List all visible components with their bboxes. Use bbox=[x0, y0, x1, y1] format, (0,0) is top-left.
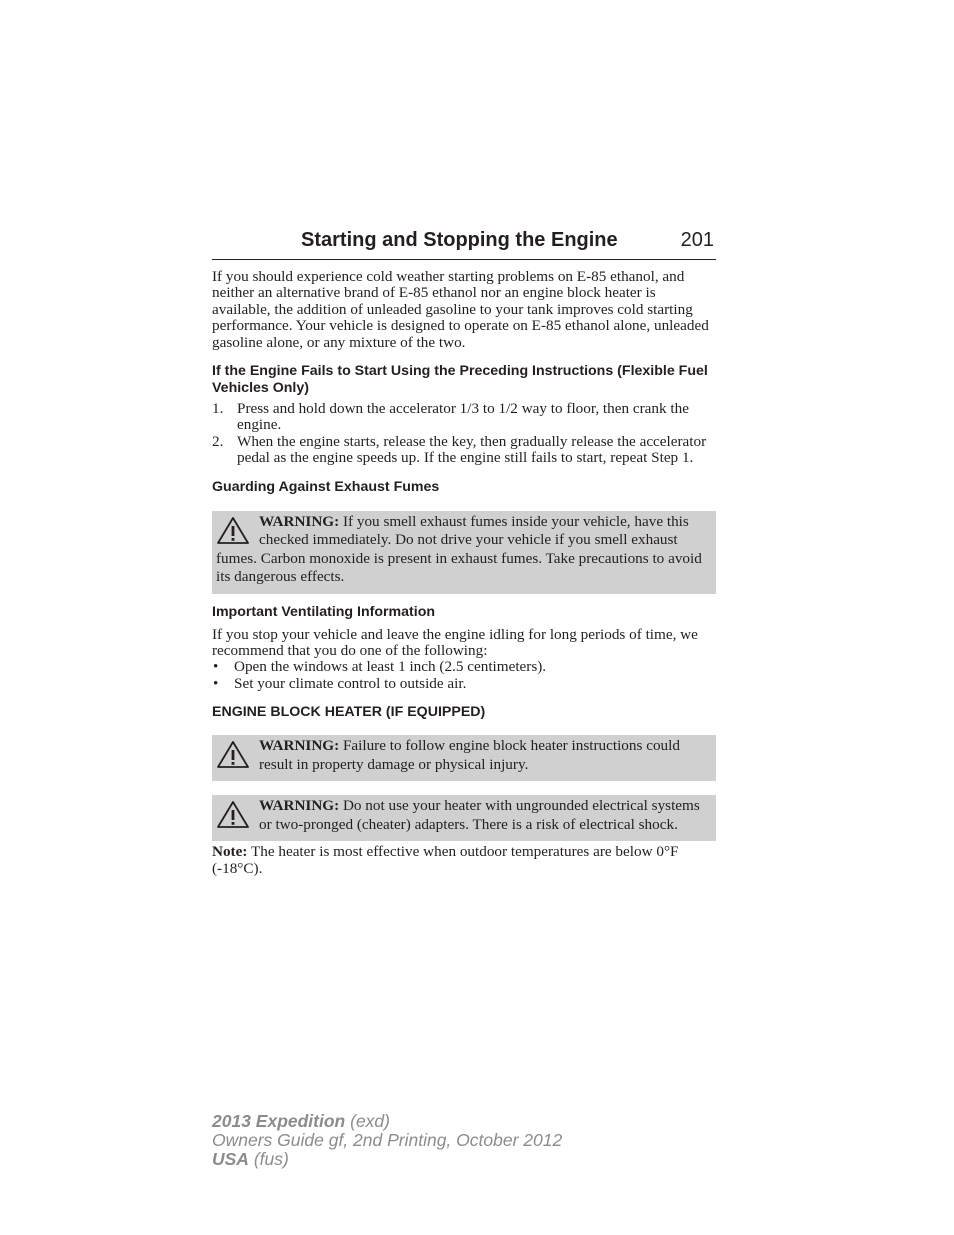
step-item bbox=[212, 434, 716, 467]
bullet-dot: • bbox=[213, 674, 219, 692]
bullet-dot: • bbox=[213, 658, 219, 676]
warning-triangle-icon bbox=[216, 516, 250, 546]
footer-line-2: Owners Guide gf, 2nd Printing, October 2012 bbox=[212, 1130, 563, 1150]
footer-market-code: (fus) bbox=[248, 1149, 289, 1169]
page-title: Starting and Stopping the Engine bbox=[301, 229, 618, 251]
page-footer bbox=[212, 1112, 562, 1169]
heater-warning-box-2 bbox=[212, 795, 716, 841]
step-number: 1. bbox=[212, 400, 224, 418]
heater-warning-box-1 bbox=[212, 735, 716, 781]
note-label: Note: bbox=[212, 843, 248, 861]
step-text: When the engine starts, release the key, then gradually release the accelerator pedal as the engine speeds up. If the engine still fails to start, repeat Step 1. bbox=[237, 432, 707, 467]
bullet-text: Open the windows at least 1 inch (2.5 centimeters). bbox=[234, 658, 547, 676]
warning-paragraph bbox=[216, 513, 712, 587]
ventilating-list bbox=[212, 659, 716, 692]
warning-paragraph bbox=[216, 737, 712, 774]
warning-label: WARNING: bbox=[259, 797, 340, 815]
ventilating-paragraph: If you stop your vehicle and leave the engine idling for long periods of time, we recommend that you do one of the following: bbox=[212, 625, 698, 660]
ventilating-heading: Important Ventilating Information bbox=[212, 603, 436, 620]
steps-list bbox=[212, 401, 716, 467]
footer-model: 2013 Expedition bbox=[212, 1111, 346, 1131]
warning-label: WARNING: bbox=[259, 737, 340, 755]
step-item bbox=[212, 401, 716, 434]
step-number: 2. bbox=[212, 432, 224, 450]
footer-line-3 bbox=[212, 1150, 562, 1169]
page-header bbox=[212, 228, 716, 260]
footer-market: USA bbox=[212, 1149, 249, 1169]
warning-text: Do not use your heater with ungrounded electrical systems or two-pronged (cheater) adapters. There is a risk of electrical shock. bbox=[259, 797, 700, 833]
warning-triangle-icon bbox=[216, 740, 250, 770]
note-paragraph bbox=[212, 844, 716, 877]
step-text: Press and hold down the accelerator 1/3 to 1/2 way to floor, then crank the engine. bbox=[237, 400, 689, 434]
bullet-item bbox=[212, 659, 716, 675]
warning-text: Failure to follow engine block heater instructions could result in property damage or physical injury. bbox=[259, 737, 680, 773]
manual-page bbox=[212, 228, 716, 877]
engine-block-heater-heading: ENGINE BLOCK HEATER (IF EQUIPPED) bbox=[212, 704, 486, 721]
warning-triangle-icon bbox=[216, 800, 250, 830]
footer-line-1 bbox=[212, 1112, 562, 1131]
warning-label: WARNING: bbox=[259, 512, 340, 530]
page-number: 201 bbox=[680, 229, 714, 251]
footer-model-code: (exd) bbox=[345, 1111, 390, 1131]
bullet-item bbox=[212, 676, 716, 692]
fails-to-start-heading: If the Engine Fails to Start Using the Preceding Instructions (Flexible Fuel Vehicles Only) bbox=[212, 363, 708, 397]
warning-paragraph bbox=[216, 797, 712, 834]
exhaust-warning-box bbox=[212, 511, 716, 594]
exhaust-fumes-heading: Guarding Against Exhaust Fumes bbox=[212, 478, 440, 495]
note-text: The heater is most effective when outdoor temperatures are below 0°F (-18°C). bbox=[212, 843, 679, 877]
warning-text: If you smell exhaust fumes inside your vehicle, have this checked immediately. Do not drive your vehicle if you smell exhaust fumes. Carbon monoxide is present in exhaust fumes. Take precautions to avoid its dangerous effects. bbox=[216, 512, 702, 586]
bullet-text: Set your climate control to outside air. bbox=[234, 674, 467, 692]
intro-paragraph: If you should experience cold weather starting problems on E-85 ethanol, and neither an alternative brand of E-85 ethanol nor an engine block heater is available, the addition of unleaded gasoline to your tank improves cold starting performance. Your vehicle is designed to operate on E-85 ethanol alone, unleaded gasoline alone, or any mixture of the two. bbox=[212, 268, 709, 351]
